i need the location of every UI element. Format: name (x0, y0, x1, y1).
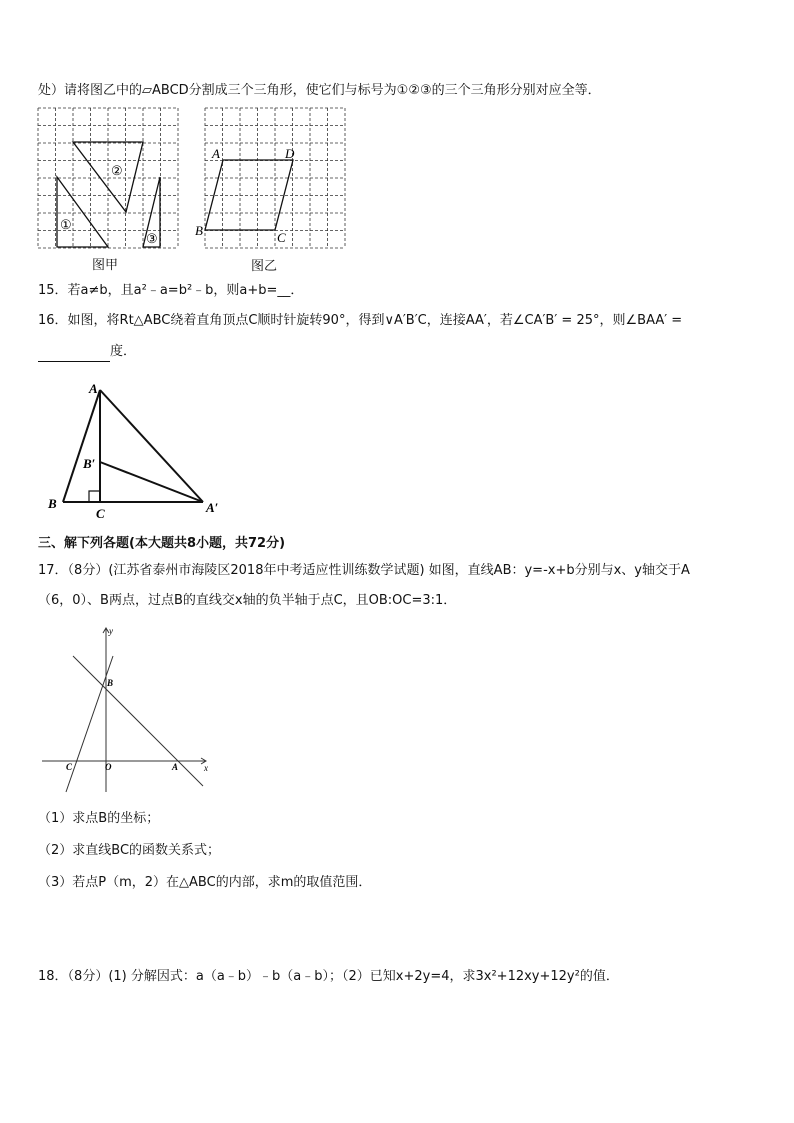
right-angle-mark (89, 491, 100, 502)
figure-16 (38, 378, 238, 521)
answer-blank (38, 343, 110, 362)
question-18-text: 18．（8分）(1) 分解因式：a（a﹣b）﹣b（a﹣b）；（2）已知x+2y=4，求3x²+12xy+12y²的值． (38, 969, 619, 984)
label-x: x (204, 763, 208, 773)
label-A: A (212, 146, 220, 161)
figure-jia (38, 108, 178, 248)
label-y: y (109, 626, 113, 636)
question-16-line2 (38, 343, 136, 362)
question-17-line2: （6，0）、B两点，过点B的直线交x轴的负半轴于点C，且OB:OC=3:1． (38, 593, 457, 608)
figure-17 (38, 622, 228, 802)
triangle-2 (73, 142, 143, 212)
label-circled-1: ① (60, 217, 72, 232)
label-B: B (48, 496, 57, 511)
question-14-text: 处）请将图乙中的▱ABCD分割成三个三角形，使它们与标号为①②③的三个三角形分别对应全等． (38, 83, 601, 98)
question-17-sub3: （3）若点P（m，2）在△ABC的内部，求m的取值范围． (38, 875, 372, 890)
line-AB (73, 656, 203, 786)
label-circled-3: ③ (146, 231, 158, 246)
triangle-1 (57, 177, 108, 247)
label-circled-2: ② (111, 163, 123, 178)
label-A: A (172, 762, 179, 772)
figure-jia-caption: 图甲 (92, 258, 119, 273)
question-15-text: 15．若a≠b，且a²﹣a=b²﹣b，则a+b=__． (38, 283, 304, 298)
question-16-suffix: 度． (110, 344, 137, 359)
label-A: A (89, 381, 98, 396)
label-C: C (277, 230, 286, 245)
section-3-heading: 三、解下列各题(本大题共8小题，共72分) (38, 536, 286, 551)
question-17-sub2: （2）求直线BC的函数关系式； (38, 843, 221, 858)
label-C: C (66, 762, 73, 772)
question-17-line1: 17．（8分）(江苏省泰州市海陵区2018年中考适应性训练数学试题) 如图，直线AB：y=-x+b分别与x、y轴交于A (38, 563, 690, 578)
question-17-sub1: （1）求点B的坐标； (38, 811, 160, 826)
figure-yi (195, 108, 345, 248)
label-B-prime: B′ (83, 456, 96, 471)
label-O: O (105, 762, 112, 772)
parallelogram-abcd (205, 160, 293, 230)
label-D: D (285, 146, 295, 161)
figure-yi-caption: 图乙 (251, 259, 278, 274)
label-B: B (195, 223, 203, 238)
label-A-prime: A′ (206, 500, 219, 515)
question-16-line1: 16．如图，将Rt△ABC绕着直角顶点C顺时针旋转90°，得到∨A′B′C，连接AA′，若∠CA′B′ = 25°，则∠BAA′ = (38, 313, 683, 328)
label-B: B (107, 678, 114, 688)
label-C: C (96, 506, 105, 521)
